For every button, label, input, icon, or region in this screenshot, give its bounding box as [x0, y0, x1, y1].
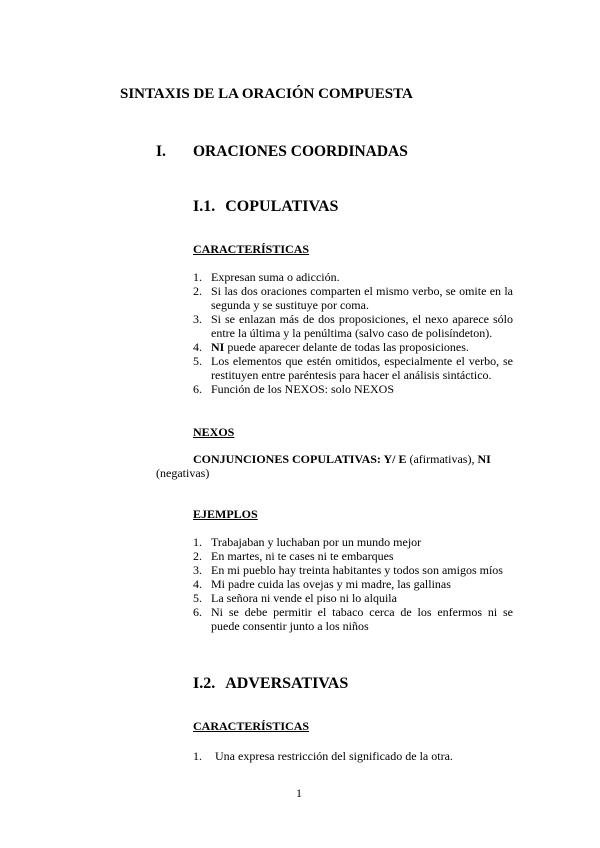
list-item-number: 3.	[193, 312, 202, 326]
copulativas-heading-title: COPULATIVAS	[225, 198, 339, 215]
list-item-text: Función de los NEXOS: solo NEXOS	[211, 382, 395, 396]
list-item-text: Trabajaban y luchaban por un mundo mejor	[211, 535, 422, 549]
list-item-text: En mi pueblo hay treinta habitantes y todos son amigos míos	[211, 563, 503, 577]
list-item-number: 5.	[193, 354, 202, 368]
list-item-number: 6.	[193, 605, 202, 619]
nexos-ni: NI	[477, 452, 491, 466]
section-number: I.	[156, 143, 166, 160]
list-item-text: Si las dos oraciones comparten el mismo verbo, se omite en la segunda y se sustituye por coma.	[211, 284, 513, 312]
adversativas-heading	[193, 675, 348, 693]
page-number: 1	[296, 786, 302, 800]
list-item-text: Expresan suma o adicción.	[211, 270, 340, 284]
list-item-number: 3.	[193, 563, 202, 577]
list-item-text: En martes, ni te cases ni te embarques	[211, 549, 394, 563]
list-item	[193, 284, 513, 312]
adversativas-heading-title: ADVERSATIVAS	[225, 675, 349, 692]
nexos-affirmative: (afirmativas),	[406, 452, 478, 466]
list-item	[193, 312, 513, 340]
ejemplos-list	[193, 535, 513, 633]
list-item	[193, 340, 513, 354]
list-item-text: Los elementos que estén omitidos, especialmente el verbo, se restituyen entre paréntesis para hacer el análisis sintáctico.	[211, 354, 513, 382]
list-item-number: 2.	[193, 284, 202, 298]
list-item	[193, 563, 513, 577]
adversativas-caracteristicas-label: CARACTERÍSTICAS	[193, 719, 310, 733]
list-item	[193, 549, 513, 563]
list-item	[193, 535, 513, 549]
list-item-number: 1.	[193, 270, 202, 284]
list-item-text: Si se enlazan más de dos proposiciones, el nexo aparece sólo entre la última y la penúltima (salvo caso de polisíndeton).	[211, 312, 513, 340]
list-item-text: Ni se debe permitir el tabaco cerca de los enfermos ni se puede consentir junto a los niños	[211, 605, 513, 633]
nexos-conjunctions: CONJUNCIONES COPULATIVAS: Y/ E	[193, 452, 407, 466]
list-item-text: Mi padre cuida las ovejas y mi madre, las gallinas	[211, 577, 451, 591]
ejemplos-label: EJEMPLOS	[193, 507, 258, 521]
list-item-text: La señora ni vende el piso ni lo alquila	[211, 591, 397, 605]
list-item	[193, 577, 513, 591]
copulativas-heading	[193, 198, 338, 216]
list-item	[193, 605, 513, 633]
copulativas-caracteristicas-list	[193, 270, 513, 396]
nexos-line	[156, 452, 513, 466]
list-item	[193, 270, 513, 284]
list-item	[193, 591, 513, 605]
list-item	[193, 382, 513, 396]
nexos-label: NEXOS	[193, 425, 235, 439]
section-title: ORACIONES COORDINADAS	[193, 143, 408, 160]
list-item-number: 2.	[193, 549, 202, 563]
list-item-number: 4.	[193, 577, 202, 591]
list-item-text: Una expresa restricción del significado de la otra.	[215, 749, 453, 763]
nexos-negative: (negativas)	[156, 466, 210, 480]
adversativas-heading-number: I.2.	[193, 675, 216, 692]
list-item	[193, 354, 513, 382]
list-item-number: 1.	[193, 535, 202, 549]
adversativas-item	[193, 749, 453, 764]
list-item-number: 1.	[193, 749, 202, 763]
list-item-text: puede aparecer delante de todas las proposiciones.	[224, 340, 469, 354]
nexos-paragraph	[156, 452, 513, 480]
list-item-number: 6.	[193, 382, 202, 396]
list-item-number: 5.	[193, 591, 202, 605]
copulativas-caracteristicas-label: CARACTERÍSTICAS	[193, 242, 310, 256]
document-title: SINTAXIS DE LA ORACIÓN COMPUESTA	[120, 86, 413, 102]
copulativas-heading-number: I.1.	[193, 198, 216, 215]
list-item-bold: NI	[211, 340, 225, 354]
list-item-number: 4.	[193, 340, 202, 354]
